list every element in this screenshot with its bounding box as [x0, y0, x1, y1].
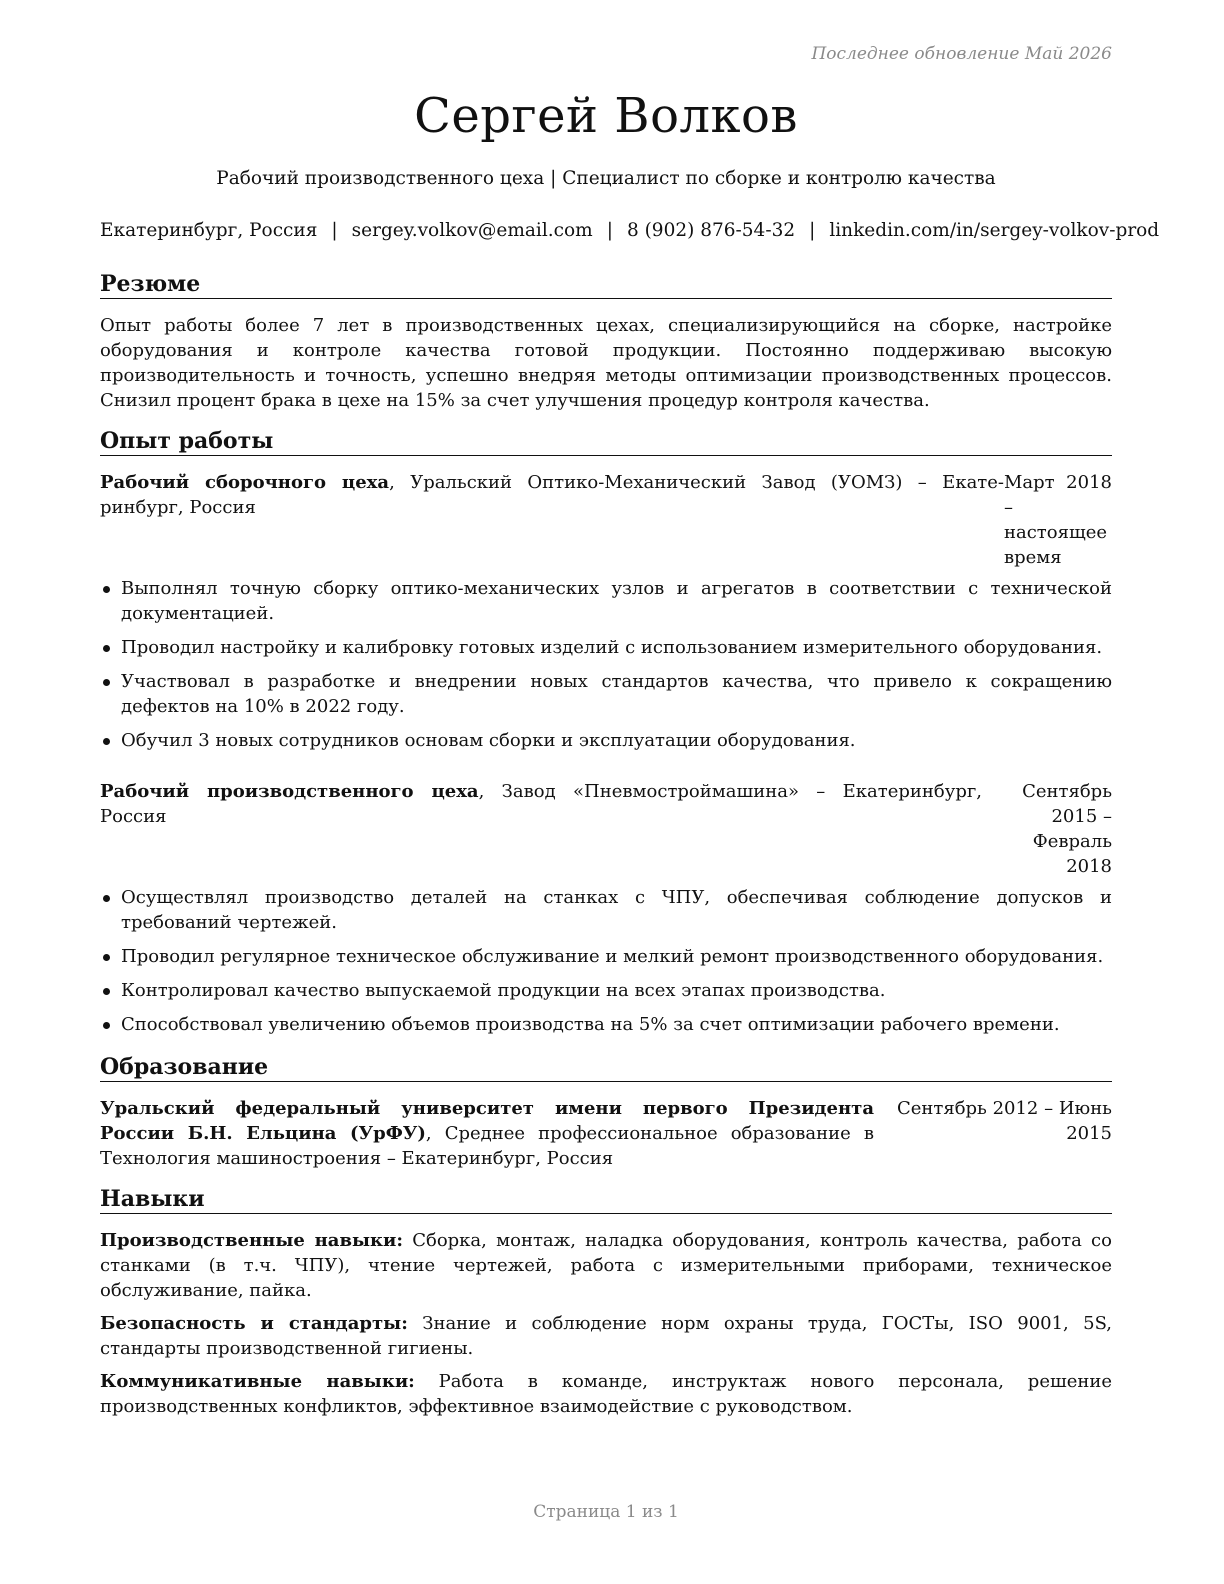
education-section	[100, 1053, 1112, 1171]
job-employer	[100, 470, 1004, 520]
education-institution-block	[100, 1096, 880, 1171]
page-number: Страница 1 из 1	[533, 1502, 679, 1522]
section-title-education: Образование	[100, 1053, 1112, 1082]
resume-page	[100, 0, 1160, 1584]
list-item: Выполнял точную сборку оптико-механических узлов и агрегатов в соответствии с технической документацией.	[100, 576, 1112, 626]
experience-section	[100, 427, 1112, 1037]
job-bullets	[100, 885, 1112, 1037]
contact-email[interactable]: sergey.volkov@email.com	[351, 220, 593, 241]
contact-line	[100, 220, 1160, 241]
summary-section	[100, 270, 1112, 413]
list-item: Контролировал качество выпускаемой продукции на всех этапах производства.	[100, 978, 1112, 1003]
list-item: Способствовал увеличению объемов производства на 5% за счет оптимизации рабочего времени.	[100, 1012, 1112, 1037]
last-updated: Последнее обновление Май 2026	[811, 44, 1112, 64]
contact-linkedin[interactable]: linkedin.com/in/sergey-volkov-prod	[829, 220, 1160, 241]
section-title-summary: Резюме	[100, 270, 1112, 299]
job-header	[100, 470, 1112, 570]
job-company: , Завод «Пневмостроймашина» – Екатеринбург, Россия	[100, 781, 983, 827]
resume-content	[100, 270, 1112, 1433]
contact-separator: |	[606, 220, 613, 241]
section-title-experience: Опыт работы	[100, 427, 1112, 456]
skill-text: Сборка, монтаж, наладка оборудования, контроль качества, работа со станками (в т.ч. ЧПУ), чтение чертежей, работа с измерительными приборами, техническое обслуживание, пайка.	[100, 1230, 1112, 1301]
section-title-skills: Навыки	[100, 1185, 1112, 1214]
skill-item	[100, 1369, 1112, 1419]
skill-text: Знание и соблюдение норм охраны труда, ГОСТы, ISO 9001, 5S, стандарты производственной гигиены.	[100, 1313, 1112, 1359]
list-item: Проводил регулярное техническое обслуживание и мелкий ремонт производственного оборудования.	[100, 944, 1112, 969]
job-dates: Сентябрь 2015 – Февраль 2018	[1022, 781, 1112, 877]
contact-location: Екатеринбург, Россия	[100, 220, 318, 241]
contact-phone[interactable]: 8 (902) 876-54-32	[626, 220, 796, 241]
skill-label: Безопасность и стандарты:	[100, 1313, 408, 1334]
list-item: Проводил настройку и калибровку готовых изделий с использованием измерительного оборудования.	[100, 635, 1112, 660]
skill-label: Коммуникативные навыки:	[100, 1371, 415, 1392]
contact-separator: |	[331, 220, 338, 241]
skill-item	[100, 1228, 1112, 1303]
job-employer	[100, 779, 982, 829]
job-entry	[100, 470, 1112, 753]
skills-section	[100, 1185, 1112, 1419]
job-entry	[100, 779, 1112, 1037]
candidate-title: Рабочий производственного цеха | Специалист по сборке и контролю качества	[216, 168, 996, 189]
candidate-name: Сергей Волков	[414, 88, 798, 144]
list-item: Осуществлял производство деталей на станках с ЧПУ, обеспечивая соблюдение допусков и требований чертежей.	[100, 885, 1112, 935]
skill-text: Работа в команде, инструктаж нового персонала, решение производственных конфликтов, эффективное взаимодействие с руководством.	[100, 1371, 1112, 1417]
contact-separator: |	[809, 220, 816, 241]
list-item: Участвовал в разработке и внедрении новых стандартов качества, что привело к сокращению дефектов на 10% в 2022 году.	[100, 669, 1112, 719]
education-details: , Среднее профессиональное образование в Технология машиностроения – Екатеринбург, Россия	[100, 1123, 874, 1169]
job-header	[100, 779, 1112, 879]
job-company: , Уральский Оптико-Механический Завод (УОМЗ) – Екатеринбург, Россия	[100, 472, 1005, 518]
education-dates: Сентябрь 2012 – Июнь 2015	[896, 1098, 1112, 1144]
job-position: Рабочий производственного цеха	[100, 781, 479, 802]
education-institution: Уральский федеральный университет имени первого Президента России Б.Н. Ельцина (УрФУ)	[100, 1098, 874, 1144]
skill-label: Производственные навыки:	[100, 1230, 403, 1251]
job-dates: Март 2018 – настоящее время	[1004, 472, 1112, 568]
education-entry	[100, 1096, 1112, 1171]
job-position: Рабочий сборочного цеха	[100, 472, 390, 493]
job-bullets	[100, 576, 1112, 753]
list-item: Обучил 3 новых сотрудников основам сборки и эксплуатации оборудования.	[100, 728, 1112, 753]
skill-item	[100, 1311, 1112, 1361]
summary-text: Опыт работы более 7 лет в производственных цехах, специализирующийся на сборке, настройке оборудования и контроле качества готовой продукции. Постоянно поддерживаю высокую производительность и точность, успешно внедряя методы оптимизации производственных процессов. Снизил процент брака в цехе на 15% за счет улучшения процедур контроля качества.	[100, 315, 1112, 411]
